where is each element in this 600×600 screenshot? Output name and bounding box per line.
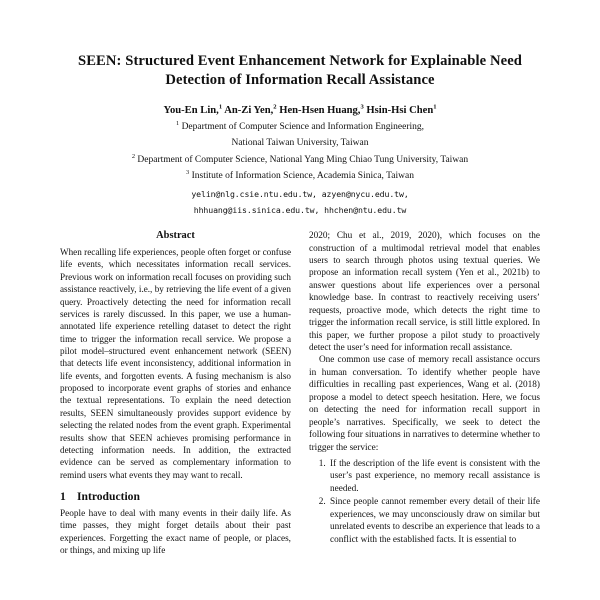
left-column [60, 230, 291, 558]
author-affil-marker: 2 [273, 103, 277, 111]
author-affil-marker: 3 [360, 103, 364, 111]
section-title: Introduction [77, 489, 140, 503]
affiliation-2 [60, 154, 540, 167]
affiliation-marker: 3 [186, 168, 190, 176]
affiliation-text: Department of Computer Science, National Yang Ming Chiao Tung University, Taiwan [137, 154, 469, 165]
affiliation-text: Department of Computer Science and Information Engineering, [181, 121, 424, 132]
situations-list [309, 458, 540, 546]
right-paragraph-1: 2020; Chu et al., 2019, 2020), which focuses on the construction of a multimodal retrieval model that enables users to search through photos using textual queries. We propose an information recall system (Yen et al., 2021b) to answer questions about life experiences over a personal knowledge base. In contrast to reactively receiving users’ requests, proactive mode, which detects the right time to trigger the information recall service, is still little explored. In this paper, we further propose a pilot study to proactively detect the user’s need for information recall assistance. [309, 231, 540, 354]
abstract-text: When recalling life experiences, people often forget or confuse life events, which necessitates information recall services. Previous work on information recall focuses on providing such assistance reactively, i.e., by retrieving the life event of a given query. Proactively detecting the need for information recall services is rarely discussed. In this paper, we use a human-annotated life experience retelling dataset to detect the right time to trigger the information recall service. We propose a pilot model–structured event enhancement network (SEEN) that detects life event inconsistency, additional information in life events, and forgotten events. A fusing mechanism is also proposed to incorporate event graphs of stories and enhance the textual representations. To explain the need detection results, SEEN simultaneously provides support evidence by selecting the related nodes from the event graph. Experimental results show that SEEN achieves promising performance in detecting information needs. In addition, the extracted evidence can be served as complementary information to remind users what events they may want to recall. [60, 247, 291, 480]
author-affil-marker: 1 [218, 103, 223, 111]
affiliation-3 [60, 170, 540, 183]
affiliation-text: National Taiwan University, Taiwan [231, 138, 369, 149]
introduction-paragraph: People have to deal with many events in their daily life. As time passes, they might forget details about their past experiences. Forgetting the exact name of people, or places, or things, and mixing up life [60, 508, 291, 557]
two-column-body [60, 230, 540, 558]
abstract-heading: Abstract [156, 230, 195, 242]
author-emails-line-2: hhhuang@iis.sinica.edu.tw, hhchen@ntu.edu.tw [193, 204, 407, 215]
author-name: Hen-Hsen Huang, [279, 104, 361, 116]
author-name: You-En Lin, [163, 104, 219, 116]
list-item: 1. If the description of the life event is consistent with the user’s past experience, no memory recall assistance is needed. [328, 458, 540, 495]
author-list [60, 104, 540, 118]
affiliation-1 [60, 121, 540, 134]
section-heading-introduction [60, 490, 291, 503]
author-name: An-Zi Yen, [224, 104, 274, 116]
affiliation-marker: 2 [131, 152, 136, 160]
right-paragraph-2: One common use case of memory recall assistance occurs in human conversation. To identify whether people have difficulties in recalling past experiences, Wang et al. (2018) propose a model to detect speech hesitation. Here, we focus on detecting the need for information recall support in people’s narratives. Specifically, we seek to detect the following four situations in narratives to determine whether to trigger the service: [309, 355, 540, 453]
section-number: 1 [60, 489, 66, 503]
paper-header [60, 0, 540, 216]
page-title: SEEN: Structured Event Enhancement Network for Explainable Need Detection of Information Recall Assistance [78, 53, 522, 89]
author-emails-line-1: yelin@nlg.csie.ntu.edu.tw, azyen@nycu.edu.tw, [191, 188, 409, 199]
list-item: 2. Since people cannot remember every detail of their life experiences, we may unconsciously draw on similar but unrelated events to describe an experience that leads to a conflict with the established facts. It is essential to [328, 496, 540, 546]
author-affil-marker: 1 [433, 103, 437, 111]
author-name: Hsin-Hsi Chen [366, 104, 434, 116]
right-column [309, 230, 540, 547]
affiliation-1-line2 [60, 137, 540, 150]
affiliation-marker: 1 [175, 119, 180, 127]
affiliation-text: Institute of Information Science, Academia Sinica, Taiwan [191, 171, 414, 182]
